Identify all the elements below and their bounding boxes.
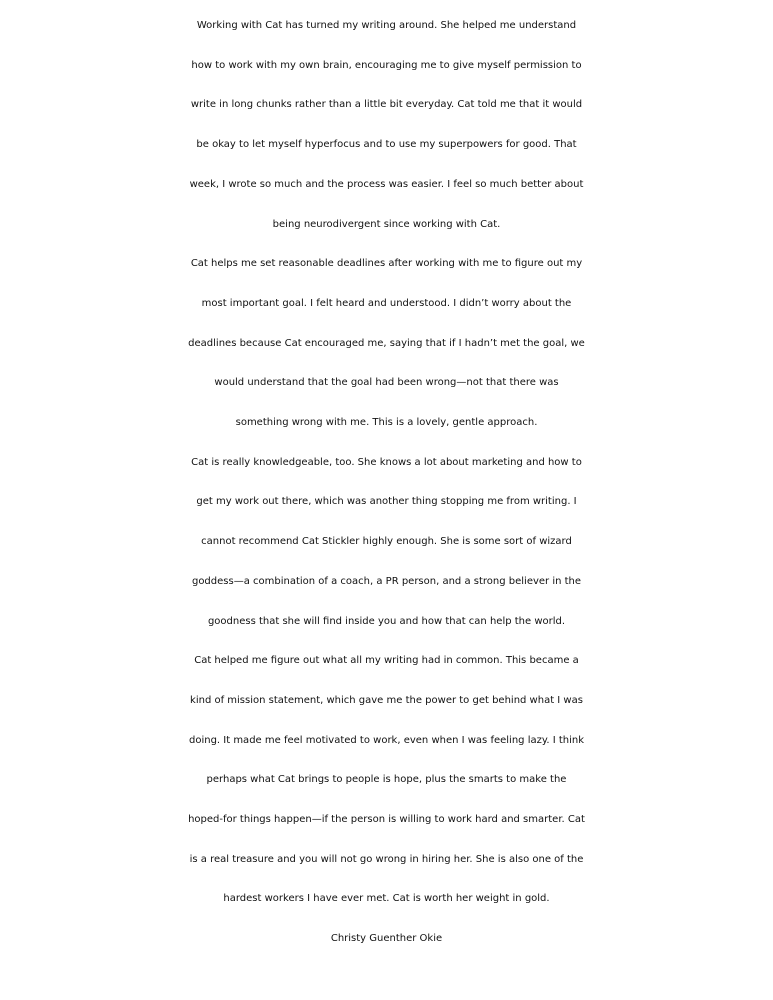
testimonial-line: deadlines because Cat encouraged me, saying that if I hadn’t met the goal, we [188, 337, 585, 349]
testimonial-line: doing. It made me feel motivated to work, even when I was feeling lazy. I think [188, 734, 584, 746]
testimonial-line: cannot recommend Cat Stickler highly enough. She is some sort of wizard [201, 536, 572, 548]
testimonial-line: perhaps what Cat brings to people is hope, plus the smarts to make the [206, 774, 567, 786]
testimonial-line: hardest workers I have ever met. Cat is worth her weight in gold. [223, 893, 550, 905]
testimonial-line: is a real treasure and you will not go wrong in hiring her. She is also one of the [189, 853, 584, 865]
testimonial-line: week, I wrote so much and the process was easier. I feel so much better about [189, 178, 584, 190]
testimonial-line: most important goal. I felt heard and understood. I didn’t worry about the [201, 297, 572, 309]
testimonial-line: Cat helped me figure out what all my writing had in common. This became a [194, 655, 579, 667]
testimonial-line: goddess—a combination of a coach, a PR person, and a strong believer in the [191, 575, 582, 587]
testimonial-line: Cat helps me set reasonable deadlines after working with me to figure out my [190, 258, 583, 270]
testimonial-line: get my work out there, which was another thing stopping me from writing. I [196, 496, 577, 508]
testimonial-line: would understand that the goal had been wrong—not that there was [214, 377, 559, 389]
testimonial-line: being neurodivergent since working with Cat. [272, 218, 501, 230]
testimonial-line: hoped-for things happen—if the person is willing to work hard and smarter. Cat [188, 814, 585, 826]
testimonial-line: something wrong with me. This is a lovely, gentle approach. [235, 417, 538, 429]
testimonial-line: Cat is really knowledgeable, too. She knows a lot about marketing and how to [191, 456, 582, 468]
testimonial-text-block [0, 6, 773, 959]
testimonial-line: goodness that she will find inside you and how that can help the world. [207, 615, 566, 627]
testimonial-line: Working with Cat has turned my writing around. She helped me understand [196, 20, 577, 31]
testimonial-line: be okay to let myself hyperfocus and to use my superpowers for good. That [196, 139, 577, 151]
testimonial-line: how to work with my own brain, encouraging me to give myself permission to [191, 59, 582, 71]
author-name: Christy Guenther Okie [330, 933, 443, 945]
testimonial-line: kind of mission statement, which gave me the power to get behind what I was [190, 694, 583, 706]
testimonial-line: write in long chunks rather than a little bit everyday. Cat told me that it would [190, 99, 583, 111]
